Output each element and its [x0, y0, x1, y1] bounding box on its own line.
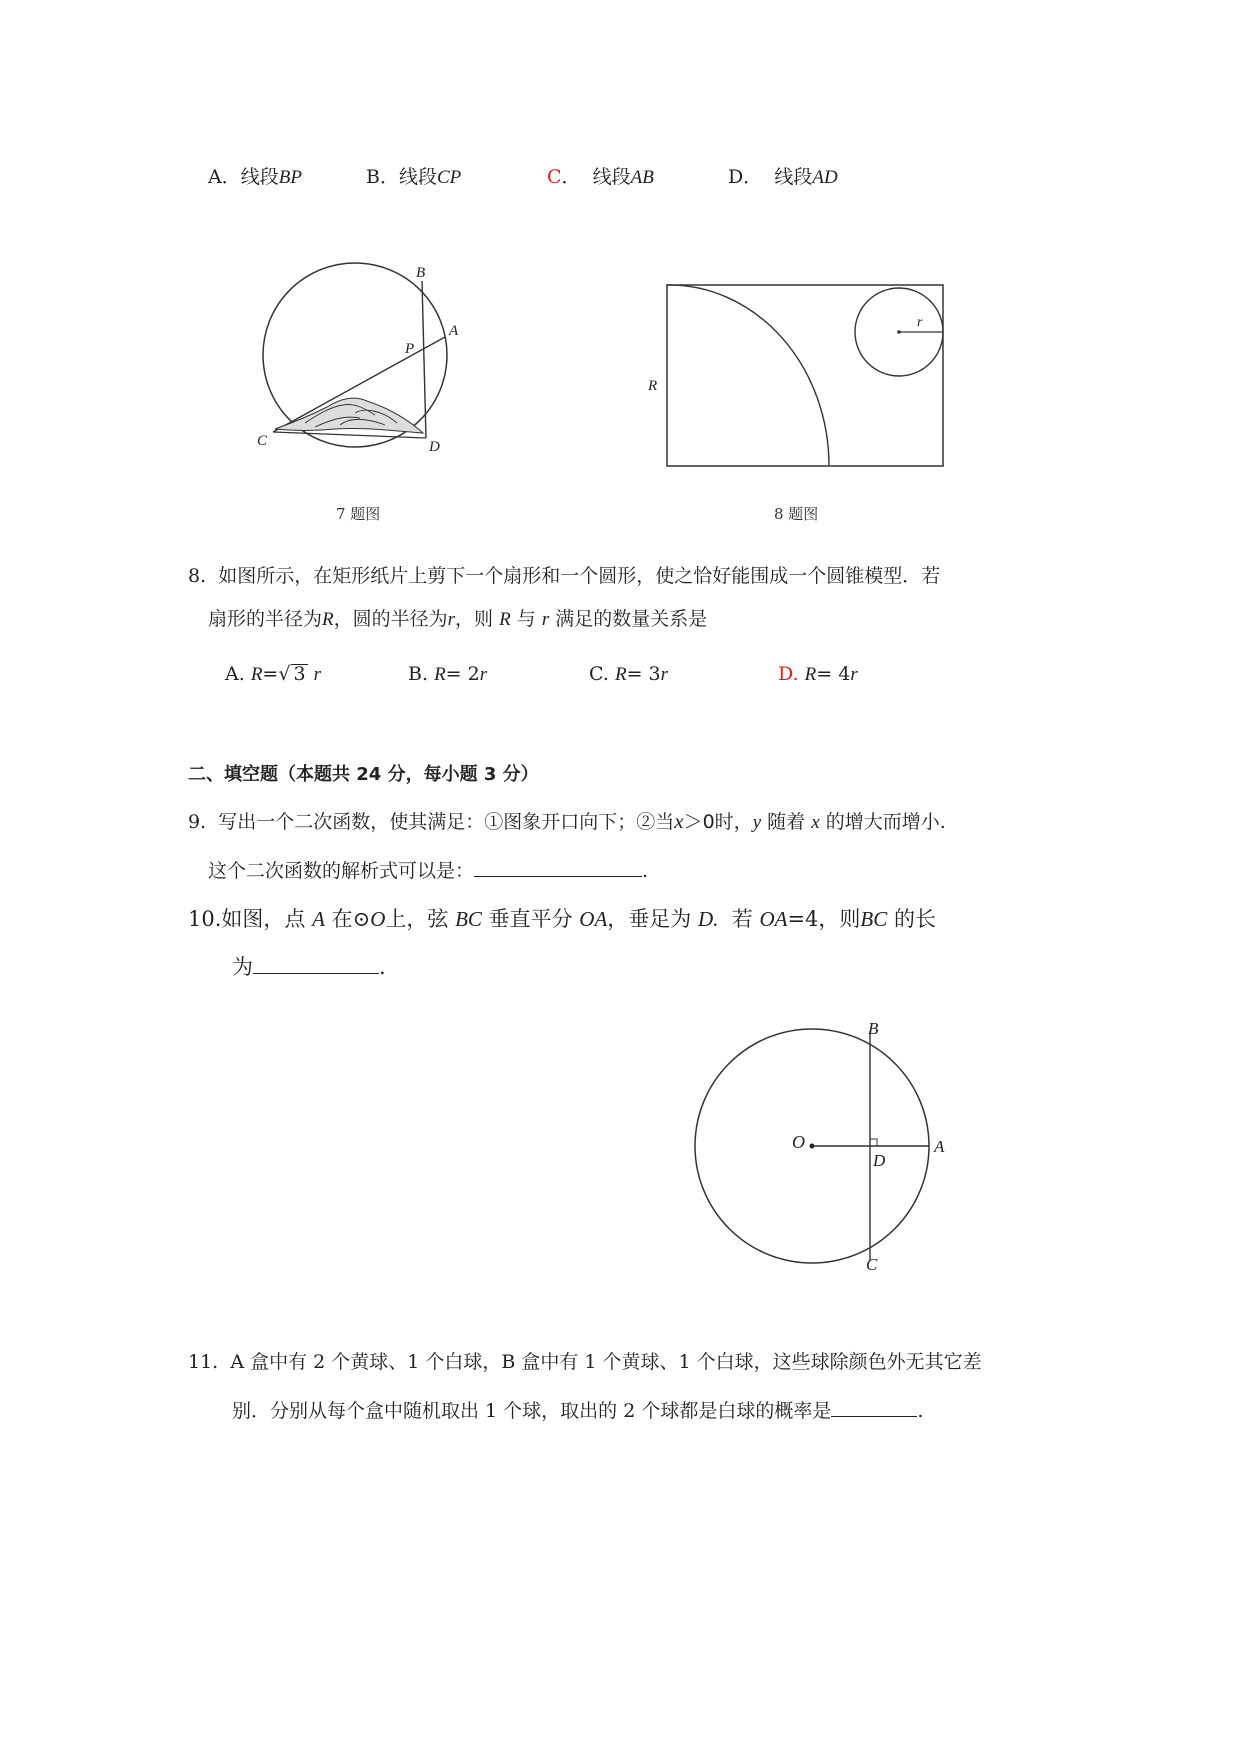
- q8-number: 8.: [188, 565, 207, 587]
- q7-option-d: D． 线段AD: [728, 166, 838, 188]
- fig10-label-d: D: [873, 1151, 886, 1170]
- q9-line-1: 9. 写出一个二次函数，使其满足：①图象开口向下；②当x＞0时，y 随着 x 的增大而增小.: [188, 809, 946, 833]
- q7-answer-letter: C: [547, 166, 562, 188]
- q7-option-b: B．线段CP: [366, 166, 462, 188]
- figure-8-caption: 8 题图: [774, 505, 819, 523]
- q7-option-a: A．线段BP: [208, 166, 302, 188]
- figure-8-rectangle-diagram: [645, 280, 955, 480]
- fig7-label-b: B: [416, 265, 426, 281]
- q10-answer-blank[interactable]: [253, 955, 379, 974]
- fig10-label-b: B: [868, 1019, 879, 1038]
- q11-answer-blank[interactable]: [831, 1398, 917, 1417]
- q9-answer-blank[interactable]: [474, 858, 642, 877]
- fig7-label-a: A: [449, 323, 459, 339]
- fig10-label-o: O: [792, 1132, 805, 1152]
- fig7-label-p: P: [405, 341, 415, 357]
- q8-option-c: C. R= 3r: [589, 663, 669, 685]
- fig8-label-big-r: R: [648, 378, 658, 394]
- fig10-label-a: A: [934, 1137, 945, 1156]
- q8-option-b: B. R= 2r: [408, 663, 488, 685]
- figure-10-circle-diagram: [680, 1010, 970, 1280]
- figure-7-caption: 7 题图: [336, 505, 381, 523]
- q10-line-2: 为 .: [232, 955, 386, 979]
- fig7-label-c: C: [257, 433, 268, 449]
- fig10-label-c: C: [866, 1255, 878, 1274]
- sqrt-sign: √: [278, 663, 291, 685]
- q9-line-2: 这个二次函数的解析式可以是： .: [208, 860, 649, 882]
- q8-option-d: D. R= 4r: [778, 663, 858, 685]
- q9-number: 9.: [188, 811, 207, 833]
- q8-line-2: 扇形的半径为R，圆的半径为r，则 R 与 r 满足的数量关系是: [208, 608, 708, 630]
- fig7-label-d: D: [429, 439, 440, 455]
- q8-answer-letter: D.: [778, 663, 799, 685]
- q8-option-a: A. R=√ 3 r: [225, 663, 321, 685]
- section-2-heading: 二、填空题（本题共 24 分，每小题 3 分）: [188, 764, 539, 785]
- figure-7-circle-diagram: [245, 255, 475, 465]
- q10-line-1: 10.如图，点 A 在⊙O上，弦 BC 垂直平分 OA，垂足为 D. 若 OA=4，则BC 的长: [188, 907, 936, 931]
- q11-number: 11.: [188, 1351, 219, 1373]
- q10-number: 10.: [188, 907, 222, 931]
- q7-options: [208, 162, 302, 189]
- q7-option-c: C． 线段AB: [547, 166, 654, 188]
- q8-line-1: 8. 如图所示，在矩形纸片上剪下一个扇形和一个圆形，使之恰好能围成一个圆锥模型．若: [188, 565, 941, 587]
- q11-line-2: 别．分别从每个盒中随机取出 1 个球，取出的 2 个球都是白球的概率是 .: [232, 1400, 924, 1422]
- q11-line-1: 11. A 盒中有 2 个黄球、1 个白球，B 盒中有 1 个黄球、1 个白球，这些球除颜色外无其它差: [188, 1351, 982, 1373]
- fig8-label-small-r: r: [917, 315, 923, 330]
